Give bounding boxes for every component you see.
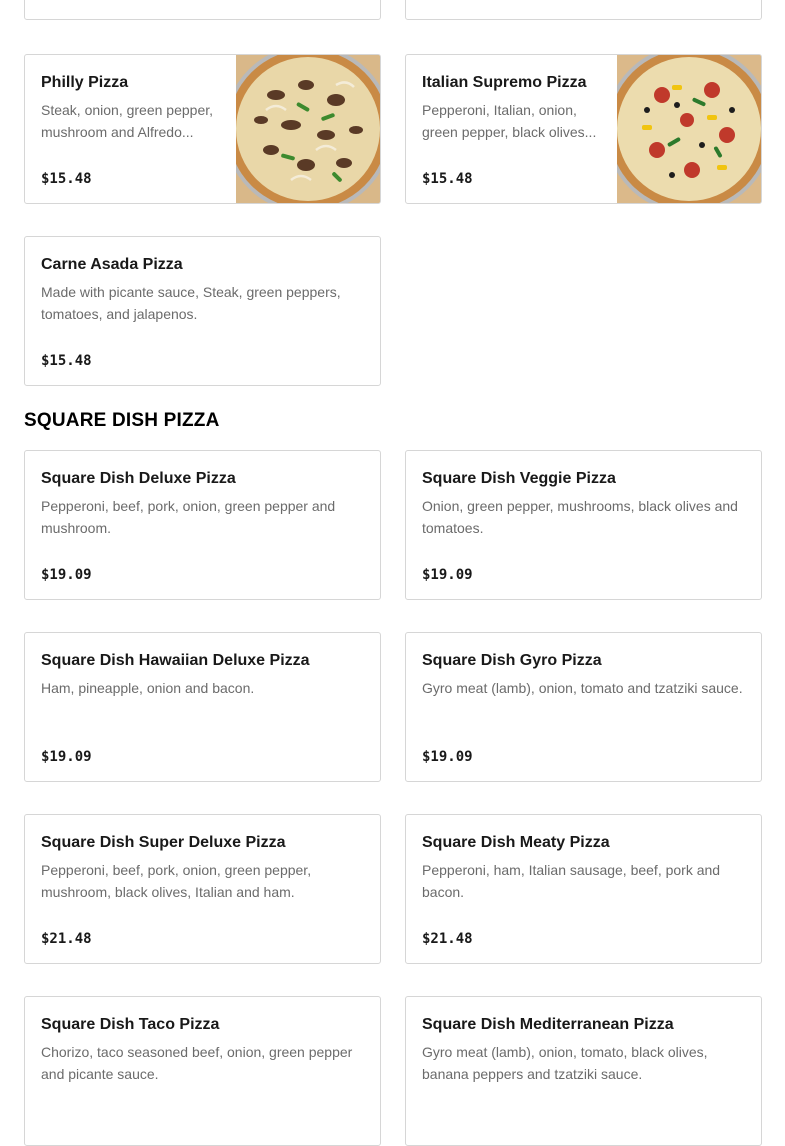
menu-item-name: Carne Asada Pizza <box>41 256 183 273</box>
menu-item-name: Square Dish Taco Pizza <box>41 1016 220 1033</box>
menu-item-price: $21.48 <box>41 931 92 947</box>
menu-item-name: Philly Pizza <box>41 74 129 91</box>
menu-item-price: $15.48 <box>422 171 473 187</box>
menu-item-description: Gyro meat (lamb), onion, tomato, black olives, banana peppers and tzatziki sauce. <box>422 1044 708 1082</box>
menu-item-name: Square Dish Veggie Pizza <box>422 470 616 487</box>
menu-item-description: Gyro meat (lamb), onion, tomato and tzatziki sauce. <box>422 680 743 696</box>
menu-item-price: $19.09 <box>422 567 473 583</box>
menu-item-card[interactable] <box>24 996 381 1146</box>
menu-item-name: Square Dish Deluxe Pizza <box>41 470 236 487</box>
menu-item-name: Square Dish Super Deluxe Pizza <box>41 834 286 851</box>
menu-item-price: $19.09 <box>422 749 473 765</box>
menu-item-card-partial[interactable] <box>24 0 381 20</box>
menu-item-name: Square Dish Gyro Pizza <box>422 652 602 669</box>
menu-item-description: Pepperoni, beef, pork, onion, green pepper, mushroom, black olives, Italian and ham. <box>41 862 312 900</box>
menu-item-price: $15.48 <box>41 353 92 369</box>
menu-item-description: Made with picante sauce, Steak, green peppers, tomatoes, and jalapenos. <box>41 284 341 322</box>
menu-item-price: $15.48 <box>41 171 92 187</box>
menu-item-description: Pepperoni, Italian, onion, green pepper, black olives... <box>422 102 597 140</box>
menu-item-description: Pepperoni, ham, Italian sausage, beef, pork and bacon. <box>422 862 721 900</box>
menu-item-card[interactable] <box>405 996 762 1146</box>
menu-item-description: Onion, green pepper, mushrooms, black olives and tomatoes. <box>422 498 738 536</box>
menu-item-card[interactable] <box>24 54 381 204</box>
section-title: SQUARE DISH PIZZA <box>24 410 220 431</box>
menu-item-card[interactable] <box>24 450 381 600</box>
menu-item-price: $21.48 <box>422 931 473 947</box>
menu-item-price: $19.09 <box>41 749 92 765</box>
menu-item-description: Chorizo, taco seasoned beef, onion, green pepper and picante sauce. <box>41 1044 353 1082</box>
menu-item-description: Ham, pineapple, onion and bacon. <box>41 680 255 696</box>
pizza-steak-image <box>236 55 380 203</box>
menu-item-description: Steak, onion, green pepper, mushroom and Alfredo... <box>41 102 214 140</box>
menu-item-card[interactable] <box>405 450 762 600</box>
menu-item-name: Square Dish Hawaiian Deluxe Pizza <box>41 652 310 669</box>
menu-item-card[interactable] <box>405 632 762 782</box>
menu-item-name: Italian Supremo Pizza <box>422 74 587 91</box>
menu-item-name: Square Dish Meaty Pizza <box>422 834 610 851</box>
menu-item-description: Pepperoni, beef, pork, onion, green pepper and mushroom. <box>41 498 336 536</box>
menu-item-card[interactable] <box>24 632 381 782</box>
menu-item-card[interactable] <box>24 236 381 386</box>
menu-item-card[interactable] <box>24 814 381 964</box>
menu-item-card[interactable] <box>405 814 762 964</box>
pizza-supreme-image <box>617 55 761 203</box>
menu-item-card[interactable] <box>405 54 762 204</box>
menu-item-price: $19.09 <box>41 567 92 583</box>
menu-item-card-partial[interactable] <box>405 0 762 20</box>
menu-item-name: Square Dish Mediterranean Pizza <box>422 1016 674 1033</box>
